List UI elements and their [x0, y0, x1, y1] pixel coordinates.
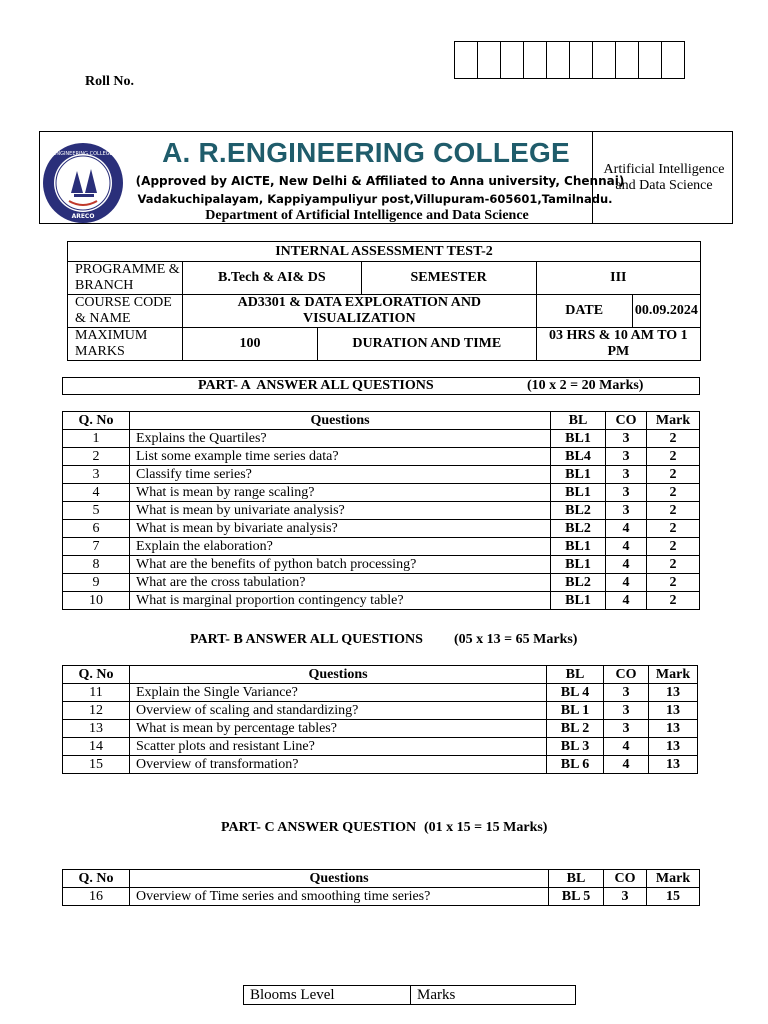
- table-row: [63, 520, 700, 538]
- bl: BL 2: [547, 720, 604, 738]
- co: 3: [604, 702, 649, 720]
- co: 3: [606, 484, 647, 502]
- qno: 1: [63, 430, 130, 448]
- date-value: 00.09.2024: [632, 295, 700, 328]
- question: What is mean by bivariate analysis?: [130, 520, 551, 538]
- qno: 7: [63, 538, 130, 556]
- question: What are the cross tabulation?: [130, 574, 551, 592]
- question: List some example time series data?: [130, 448, 551, 466]
- question: What is mean by percentage tables?: [130, 720, 547, 738]
- table-row: [63, 556, 700, 574]
- table-row: [63, 684, 698, 702]
- roll-number-box[interactable]: [547, 42, 570, 78]
- max-marks-label: MAXIMUM MARKS: [68, 328, 183, 361]
- part-b-marks: (05 x 13 = 65 Marks): [454, 632, 578, 647]
- date-label: DATE: [536, 295, 632, 328]
- mark: 2: [647, 502, 700, 520]
- mark: 13: [649, 684, 698, 702]
- mark: 2: [647, 556, 700, 574]
- table-row: [63, 738, 698, 756]
- question: Classify time series?: [130, 466, 551, 484]
- bl: BL1: [551, 484, 606, 502]
- course-value: AD3301 & DATA EXPLORATION AND VISUALIZATION: [183, 295, 537, 328]
- roll-number-box[interactable]: [639, 42, 662, 78]
- department-box-line2: and Data Science: [615, 178, 713, 193]
- bl: BL1: [551, 430, 606, 448]
- part-c-table: [62, 869, 700, 906]
- exam-title: INTERNAL ASSESSMENT TEST-2: [68, 242, 701, 262]
- department-name: Department of Artificial Intelligence and Data Science: [205, 208, 529, 223]
- table-row: [63, 430, 700, 448]
- qno: 3: [63, 466, 130, 484]
- part-b-title: PART- B ANSWER ALL QUESTIONS: [190, 632, 423, 647]
- blooms-level-header: Blooms Level: [244, 986, 411, 1005]
- co: 3: [604, 720, 649, 738]
- part-a-title: PART- A ANSWER ALL QUESTIONS: [198, 378, 434, 393]
- college-name: A. R.ENGINEERING COLLEGE: [162, 137, 570, 168]
- question: Overview of transformation?: [130, 756, 547, 774]
- qno: 6: [63, 520, 130, 538]
- qno: 11: [63, 684, 130, 702]
- table-row: [63, 448, 700, 466]
- svg-text:ENGINEERING COLLEGE: ENGINEERING COLLEGE: [53, 151, 113, 157]
- table-row: [63, 538, 700, 556]
- bl: BL 3: [547, 738, 604, 756]
- roll-number-boxes[interactable]: [454, 41, 685, 79]
- qno: 9: [63, 574, 130, 592]
- col-qno: Q. No: [63, 412, 130, 430]
- blooms-marks-header: Marks: [411, 986, 576, 1005]
- table-row: [63, 502, 700, 520]
- bl: BL2: [551, 574, 606, 592]
- table-row: [63, 720, 698, 738]
- bl: BL1: [551, 556, 606, 574]
- mark: 13: [649, 756, 698, 774]
- mark: 2: [647, 484, 700, 502]
- mark: 2: [647, 538, 700, 556]
- mark: 13: [649, 738, 698, 756]
- roll-number-box[interactable]: [662, 42, 684, 78]
- qno: 10: [63, 592, 130, 610]
- approval-text: (Approved by AICTE, New Delhi & Affiliated to Anna university, Chennai): [135, 174, 625, 188]
- part-c-marks: (01 x 15 = 15 Marks): [424, 820, 548, 835]
- co: 4: [604, 738, 649, 756]
- table-row: [63, 756, 698, 774]
- blooms-level-table: [243, 985, 576, 1005]
- co: 4: [606, 538, 647, 556]
- mark: 2: [647, 592, 700, 610]
- max-marks-value: 100: [183, 328, 318, 361]
- mark: 2: [647, 574, 700, 592]
- question: Explain the Single Variance?: [130, 684, 547, 702]
- question: What is mean by univariate analysis?: [130, 502, 551, 520]
- roll-number-box[interactable]: [478, 42, 501, 78]
- college-logo-icon: [41, 141, 125, 225]
- part-b-table: [62, 665, 698, 774]
- col-bl: BL: [549, 870, 604, 888]
- col-questions: Questions: [130, 412, 551, 430]
- co: 3: [604, 684, 649, 702]
- programme-value: B.Tech & AI& DS: [183, 262, 362, 295]
- question: Explains the Quartiles?: [130, 430, 551, 448]
- exam-info-table: [67, 241, 701, 361]
- col-co: CO: [604, 666, 649, 684]
- course-label: COURSE CODE & NAME: [68, 295, 183, 328]
- col-bl: BL: [551, 412, 606, 430]
- bl: BL 5: [549, 888, 604, 906]
- table-row: [63, 888, 700, 906]
- bl: BL 4: [547, 684, 604, 702]
- part-a-marks: (10 x 2 = 20 Marks): [527, 378, 644, 393]
- qno: 4: [63, 484, 130, 502]
- programme-label: PROGRAMME & BRANCH: [68, 262, 183, 295]
- co: 3: [606, 502, 647, 520]
- table-row: [63, 702, 698, 720]
- bl: BL2: [551, 502, 606, 520]
- mark: 13: [649, 702, 698, 720]
- qno: 2: [63, 448, 130, 466]
- table-row: [63, 592, 700, 610]
- roll-number-box[interactable]: [455, 42, 478, 78]
- roll-number-label: Roll No.: [85, 74, 134, 89]
- table-row: [63, 466, 700, 484]
- mark: 2: [647, 520, 700, 538]
- co: 3: [606, 430, 647, 448]
- qno: 14: [63, 738, 130, 756]
- roll-number-box[interactable]: [501, 42, 524, 78]
- department-box: [596, 162, 732, 194]
- bl: BL 6: [547, 756, 604, 774]
- co: 3: [606, 448, 647, 466]
- roll-number-box[interactable]: [593, 42, 616, 78]
- co: 4: [604, 756, 649, 774]
- part-c-title: PART- C ANSWER QUESTION: [221, 820, 417, 835]
- svg-text:ARECO: ARECO: [71, 213, 95, 220]
- bl: BL1: [551, 592, 606, 610]
- roll-number-box[interactable]: [524, 42, 547, 78]
- semester-value: III: [536, 262, 700, 295]
- col-qno: Q. No: [63, 666, 130, 684]
- mark: 2: [647, 466, 700, 484]
- qno: 15: [63, 756, 130, 774]
- qno: 13: [63, 720, 130, 738]
- college-address: Vadakuchipalayam, Kappiyampuliyur post,Villupuram-605601,Tamilnadu.: [137, 192, 613, 206]
- mark: 15: [647, 888, 700, 906]
- table-row: [63, 574, 700, 592]
- col-mark: Mark: [647, 412, 700, 430]
- col-mark: Mark: [649, 666, 698, 684]
- col-qno: Q. No: [63, 870, 130, 888]
- department-box-line1: Artificial Intelligence: [603, 162, 725, 177]
- qno: 16: [63, 888, 130, 906]
- col-co: CO: [604, 870, 647, 888]
- col-co: CO: [606, 412, 647, 430]
- part-a-table: [62, 411, 700, 610]
- col-mark: Mark: [647, 870, 700, 888]
- co: 4: [606, 556, 647, 574]
- co: 4: [606, 574, 647, 592]
- semester-label: SEMESTER: [361, 262, 536, 295]
- qno: 8: [63, 556, 130, 574]
- question: Overview of Time series and smoothing time series?: [130, 888, 549, 906]
- col-bl: BL: [547, 666, 604, 684]
- co: 3: [604, 888, 647, 906]
- bl: BL1: [551, 466, 606, 484]
- mark: 2: [647, 448, 700, 466]
- co: 4: [606, 592, 647, 610]
- bl: BL1: [551, 538, 606, 556]
- mark: 2: [647, 430, 700, 448]
- duration-label: DURATION AND TIME: [318, 328, 537, 361]
- co: 4: [606, 520, 647, 538]
- question: Scatter plots and resistant Line?: [130, 738, 547, 756]
- qno: 12: [63, 702, 130, 720]
- question: Overview of scaling and standardizing?: [130, 702, 547, 720]
- co: 3: [606, 466, 647, 484]
- question: Explain the elaboration?: [130, 538, 551, 556]
- question: What is marginal proportion contingency table?: [130, 592, 551, 610]
- roll-number-box[interactable]: [616, 42, 639, 78]
- bl: BL4: [551, 448, 606, 466]
- question: What are the benefits of python batch processing?: [130, 556, 551, 574]
- col-questions: Questions: [130, 666, 547, 684]
- col-questions: Questions: [130, 870, 549, 888]
- bl: BL 1: [547, 702, 604, 720]
- duration-value: 03 HRS & 10 AM TO 1 PM: [536, 328, 700, 361]
- roll-number-box[interactable]: [570, 42, 593, 78]
- qno: 5: [63, 502, 130, 520]
- table-row: [63, 484, 700, 502]
- question: What is mean by range scaling?: [130, 484, 551, 502]
- mark: 13: [649, 720, 698, 738]
- bl: BL2: [551, 520, 606, 538]
